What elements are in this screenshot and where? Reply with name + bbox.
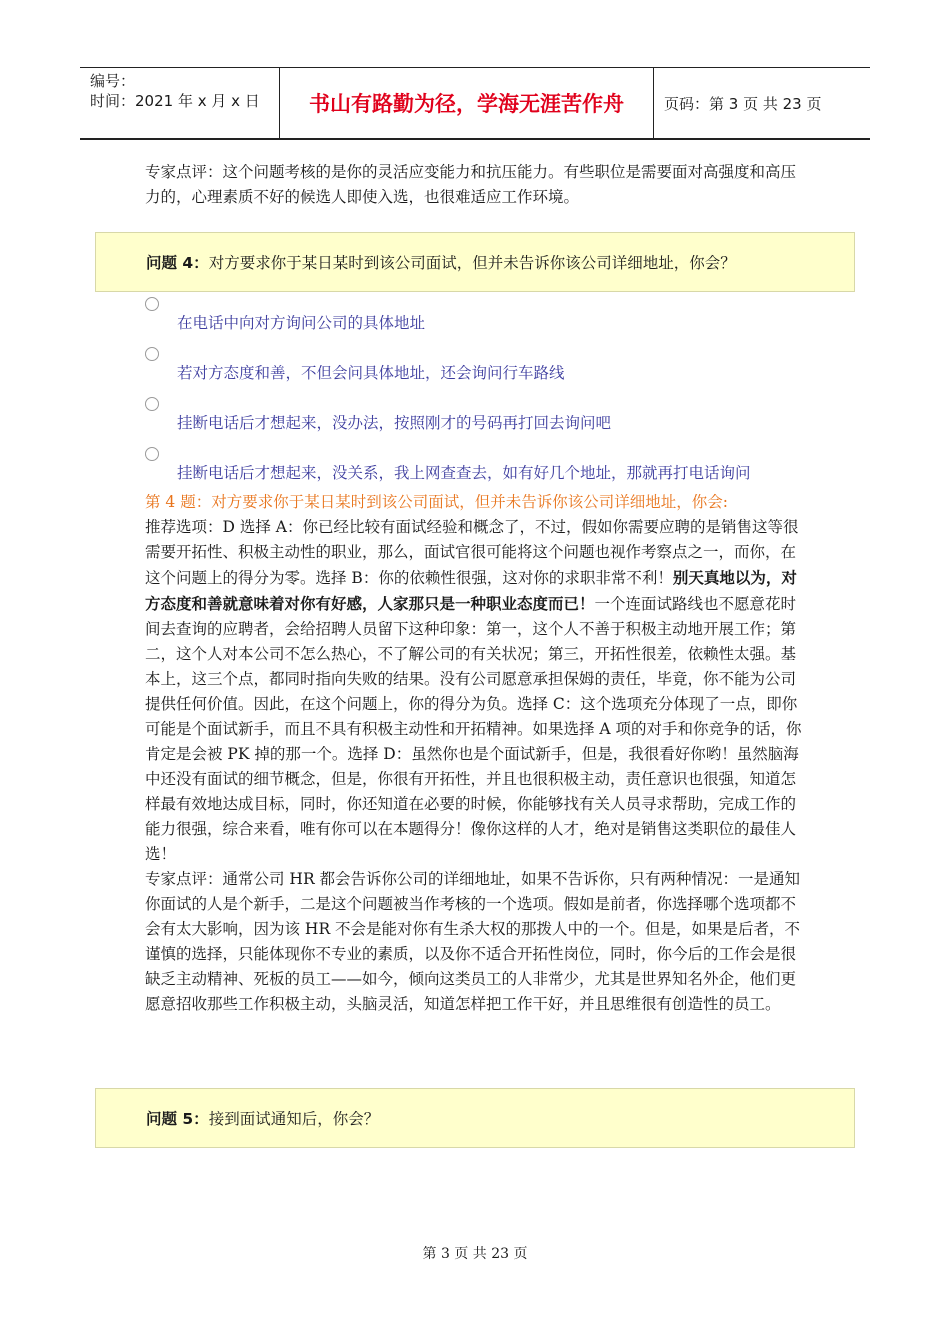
header-motto: 书山有路勤为径，学海无涯苦作舟 <box>280 68 654 138</box>
header-page-number: 页码：第 3 页 共 23 页 <box>664 94 822 113</box>
option-d[interactable] <box>145 447 845 493</box>
option-b-label[interactable]: 若对方态度和善，不但会问具体地址，还会询问行车路线 <box>177 364 565 382</box>
option-c[interactable] <box>145 397 845 443</box>
question-5-box <box>95 1088 855 1148</box>
option-d-label[interactable]: 挂断电话后才想起来，没关系，我上网查查去，如有好几个地址，那就再打电话询问 <box>177 464 751 482</box>
expert-comment-q3: 专家点评：这个问题考核的是你的灵活应变能力和抗压能力。有些职位是需要面对高强度和高压力的，心理素质不好的候选人即使入选，也很难适应工作环境。 <box>145 163 797 206</box>
radio-icon[interactable] <box>145 297 159 311</box>
answer-bold-text: 别天真地以为，对方态度和善就意味着对你有好感，人家那只是一种职业态度而已！ <box>145 568 797 613</box>
page-footer: 第 3 页 共 23 页 <box>422 1246 528 1262</box>
answer-text-2: 一个连面试路线也不愿意花时间去查询的应聘者，会给招聘人员留下这种印象：第一，这个人不善于积极主动地开展工作；第二，这个人对本公司不怎么热心，不了解公司的有关状况；第三，开拓性很差，依赖性太强。基本上，这三个点，都同时指向失败的结果。没有公司愿意承担保姆的责任，毕竟，你不能为公司提供任何价值。因此，在这个问题上，你的得分为负。选择 C：这个选项充分体现了一点，即你可能是个面试新手，而且不具有积极主动性和开拓精神。如果选择 A 项的对手和你竞争的话，你肯定是会被 PK 掉的那一个。选择 D：虽然你也是个面试新手，但是，我很看好你哟！虽然脑海中还没有面试的细节概念，但是，你很有开拓性，并且也很积极主动，责任意识也很强，知道怎样最有效地达成目标，同时，你还知道在必要的时候，你能够找有关人员寻求帮助，完成工作的能力很强，综合来看，唯有你可以在本题得分！像你这样的人才，绝对是销售这类职位的最佳人选！ <box>145 595 802 863</box>
option-b[interactable] <box>145 347 845 393</box>
question-5-text: 接到面试通知后，你会？ <box>208 1110 380 1128</box>
radio-icon[interactable] <box>145 447 159 461</box>
header-meta <box>80 68 280 138</box>
option-c-label[interactable]: 挂断电话后才想起来，没办法，按照刚才的号码再打回去询问吧 <box>177 414 612 432</box>
radio-icon[interactable] <box>145 347 159 361</box>
option-a[interactable] <box>145 297 845 343</box>
header-table <box>80 67 870 140</box>
expert-comment-q4: 专家点评：通常公司 HR 都会告诉你公司的详细地址，如果不告诉你，只有两种情况：一是通知你面试的人是个新手，二是这个问题被当作考核的一个选项。假如是前者，你选择哪个选项都不会有太大影响，因为该 HR 不会是能对你有生杀大权的那拨人中的一个。但是，如果是后者，不谨慎的选择，只能体现你不专业的素质，以及你不适合开拓性岗位，同时，你今后的工作会是很缺乏主动精神、死板的员工——如今，倾向这类员工的人非常少，尤其是世界知名外企，他们更愿意招收那些工作积极主动，头脑灵活，知道怎样把工作干好，并且思维很有创造性的员工。 <box>145 870 801 1013</box>
answer-body <box>145 515 805 867</box>
document-number: 编号： <box>90 72 136 90</box>
option-a-label[interactable]: 在电话中向对方询问公司的具体地址 <box>177 314 426 332</box>
answer-heading: 第 4 题：对方要求你于某日某时到该公司面试，但并未告诉你该公司详细地址，你会: <box>145 493 728 511</box>
document-time: 时间：2021 年 x 月 x 日 <box>90 92 260 110</box>
answer-analysis <box>145 490 805 1017</box>
radio-icon[interactable] <box>145 397 159 411</box>
question-4-label: 问题 4： <box>146 254 209 272</box>
question-5-label: 问题 5： <box>146 1110 209 1128</box>
question-4-text: 对方要求你于某日某时到该公司面试，但并未告诉你该公司详细地址，你会？ <box>208 254 736 272</box>
answer-text-1: 推荐选项：D 选择 A：你已经比较有面试经验和概念了，不过，假如你需要应聘的是销售这等很需要开拓性、积极主动性的职业，那么，面试官很可能将这个问题也视作考察点之一，而你，在这个问题上的得分为零。选择 B：你的依赖性很强，这对你的求职非常不利！ <box>145 518 799 587</box>
question-4-box <box>95 232 855 292</box>
